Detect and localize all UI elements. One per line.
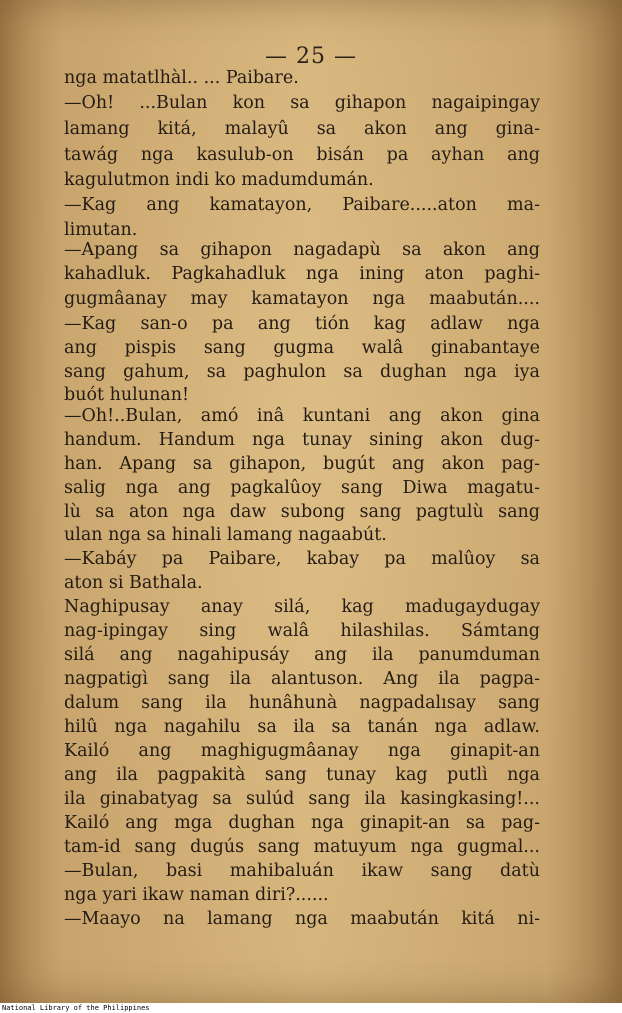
text-line: —Kabáy pa Paibare, kabay pa malûoy sa [64,549,540,569]
text-line: silá ang nagahipusáy ang ila panumduman [64,645,540,665]
text-line: lamang kitá, malayû sa akon ang gina- [64,119,540,139]
text-line: Naghipusay anay silá, kag madugaydugay [64,597,540,617]
text-line: —Maayo na lamang nga maabután kitá ni- [64,909,540,929]
text-line: Kailó ang maghigugmâanay nga ginapit-an [64,741,540,761]
text-line: Kailó ang mga dughan nga ginapit-an sa pag- [64,813,540,833]
text-line: lù sa aton nga daw subong sang pagtulù sang [64,502,540,522]
library-credit: National Library of the Philippines [2,1004,150,1012]
text-line: nag-ipingay sing walâ hilashilas. Sámtang [64,621,540,641]
page-number: — 25 — [265,44,357,69]
text-line: dalum sang ila hunâhunà nagpadalısay sang [64,693,540,713]
text-line: han. Apang sa gihapon, bugút ang akon pag- [64,454,540,474]
text-line: —Oh!..Bulan, amó inâ kuntani ang akon gina [64,406,540,426]
text-line: —Oh! ...Bulan kon sa gihapon nagaipingay [64,93,540,113]
text-line: ang ila pagpakità sang tunay kag putlì nga [64,765,540,785]
text-line: kagulutmon indi ko madumdumán. [64,170,374,190]
text-line: ang pispis sang gugma walâ ginabantaye [64,338,540,358]
text-line: gugmâanay may kamatayon nga maabután.... [64,289,540,309]
text-line: nga yari ikaw naman diri?...... [64,885,329,905]
text-line: hilû nga nagahilu sa ila sa tanán nga adlaw. [64,717,540,737]
text-line: sang gahum, sa paghulon sa dughan nga iya [64,362,540,382]
text-line: tam-id sang dugús sang matuyum nga gugmal... [64,837,540,857]
text-line: ila ginabatyag sa sulúd sang ila kasingkasing!... [64,789,540,809]
text-line: handum. Handum nga tunay sining akon dug- [64,430,540,450]
text-line: limutan. [64,220,138,240]
text-line: salig nga ang pagkalûoy sang Diwa magatu- [64,478,540,498]
text-line: aton si Bathala. [64,573,203,593]
text-line: kahadluk. Pagkahadluk nga ining aton paghi- [64,264,540,284]
text-line: buót hulunan! [64,385,190,405]
text-line: —Bulan, basi mahibaluán ikaw sang datù [64,861,540,881]
text-line: nagpatigì sang ila alantuson. Ang ila pagpa- [64,669,540,689]
text-line: —Kag ang kamatayon, Paibare.....aton ma- [64,195,540,215]
text-line: tawág nga kasulub-on bisán pa ayhan ang [64,145,540,165]
text-line: ulan nga sa hinali lamang nagaabút. [64,525,387,545]
text-line: —Apang sa gihapon nagadapù sa akon ang [64,240,540,260]
text-line: —Kag san-o pa ang tión kag adlaw nga [64,314,540,334]
text-line: nga matatlhàl.. ... Paibare. [64,68,299,88]
